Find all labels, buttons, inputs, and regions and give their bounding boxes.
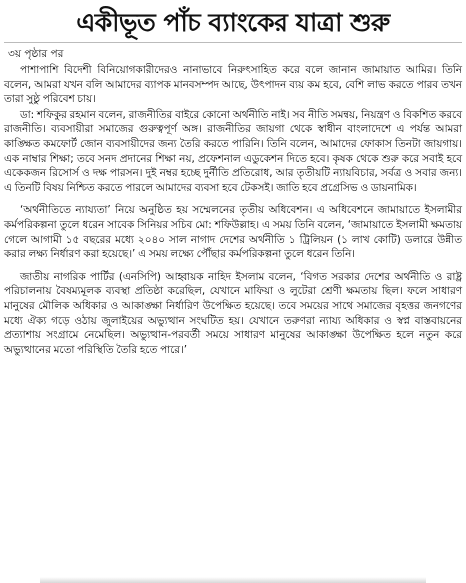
headline: একীভূত পাঁচ ব্যাংকের যাত্রা শুরু: [4, 4, 462, 43]
paragraph-1: পাশাপাশি বিদেশী বিনিয়োগকারীদেরও নানাভাবে নিরুৎসাহিত করে বলে জানান জামায়াত আমির। তিনি বলেন, আমরা যখন বলি আমাদের ব্যাপক মানবসম্পদ আছে, উৎপাদন ব্যয় কম হবে, বেশি লাভ করতে পারব তখন তারা সুষ্ঠু পরিবেশ চায়।: [4, 64, 462, 106]
article-body: [4, 63, 462, 357]
paragraph-gap: [4, 195, 462, 203]
paragraph-4: জাতীয় নাগরিক পার্টির (এনসিপি) আহ্বায়ক নাহিদ ইসলাম বলেন, ‘বিগত সরকার দেশের অর্থনীতি ও রাষ্ট্র পরিচালনায় বৈষম্যমূলক ব্যবস্থা প্রতিষ্ঠা করেছিল, যেখানে মাফিয়া ও লুটেরা শ্রেণী ক্ষমতায় ছিল। ফলে সাধারণ মানুষের মৌলিক অধিকার ও আকাঙ্ক্ষা নির্ধারিণ উপেক্ষিত হয়েছে। তবে সময়ের সাথে সমাজের বৃহত্তর জনগণের মধ্যে ঐক্য গড়ে ওঠায় জুলাইয়ের অভ্যুত্থান সংঘটিত হয়। যেখানে তরুণরা ন্যায্য অধিকার ও স্বপ্ন বাস্তবায়নের প্রত্যাশায় সংগ্রামে নেমেছিল। অভ্যুত্থান-পরবর্তী সময়ে সাধারণ মানুষের আকাঙ্ক্ষা উপেক্ষিত হলে নতুন করে অভ্যুত্থানের মতো পরিস্থিতি তৈরি হতে পারে।’: [4, 270, 462, 356]
cropped-next-headline: [40, 577, 426, 583]
paragraph-2: ডা: শফিকুর রহমান বলেন, রাজনীতির বাইরে কোনো অর্থনীতি নাই। সব নীতি সমন্বয়, নিয়ন্ত্রণ ও বিকশিত করবে রাজনীতি। ব্যবসায়ীরা সমাজের গুরুত্বপূর্ণ অঙ্গ। রাজনীতির জায়গা থেকে স্বাধীন বাংলাদেশে এ পর্যন্ত আমরা কাঙ্ক্ষিত কমফোর্ট জোন ব্যবসায়ীদের জন্য তৈরি করতে পারিনি। তিনি বলেন, আমাদের ফোকাস তিনটা জায়গায়। এক নাম্বার শিক্ষা; তবে সনদ প্রদানের শিক্ষা নয়, প্রফেশনাল এডুকেশন দিতে হবে। কৃষক থেকে শুরু করে সবাই হবে একেকজন রিসোর্স ও দক্ষ পারসন। দুই নম্বর হচ্ছে দুর্নীতি প্রতিরোধ, আর তৃতীয়টি ন্যায়বিচার, সর্বত্র ও সবার জন্য। এ তিনটি বিষয় নিশ্চিত করতে পারলে আমাদের ব্যবসা হবে টেকসই। জাতি হবে প্রগ্রেসিভ ও ডায়নামিক।: [4, 108, 462, 194]
newspaper-clipping: [0, 4, 466, 583]
continued-from-label: ৩য় পৃষ্ঠার পর: [8, 48, 64, 60]
paragraph-3: ‘অর্থনীতিতে ন্যায্যতা’ নিয়ে অনুষ্ঠিত হয় সম্মেলনের তৃতীয় অধিবেশন। এ অধিবেশনে জামায়াতে ইসলামীর কর্মপরিকল্পনা তুলে ধরেন সাবেক সিনিয়র সচিব মো: শফিউল্লাহ। এ সময় তিনি বলেন, ‘জামায়াতে ইসলামী ক্ষমতায় গেলে আগামী ১৫ বছরের মধ্যে ২০৪০ সাল নাগাদ দেশের অর্থনীতি ১ ট্রিলিয়ন (১ লাখ কোটি) ডলারে উন্নীত করার লক্ষ্য নির্ধারণ করা হয়েছে।’ এ সময় লক্ষ্যে পৌঁছার কর্মপরিকল্পনা তুলে ধরেন তিনি।: [4, 204, 462, 261]
paragraph-gap: [4, 262, 462, 270]
